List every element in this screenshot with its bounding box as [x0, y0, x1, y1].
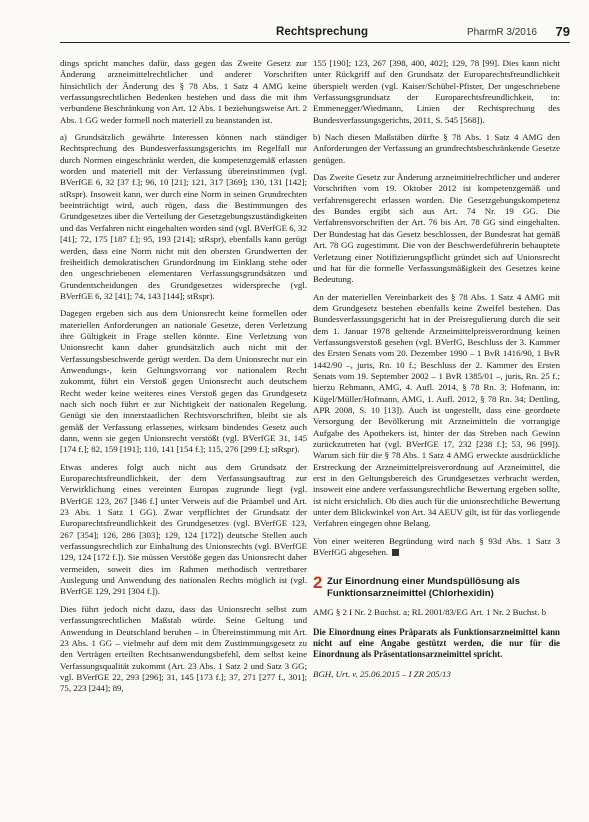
decision-heading	[313, 573, 560, 599]
right-column	[313, 58, 560, 686]
decision-title: Zur Einordnung einer Mundspüllösung als Funktionsarzneimittel (Chlorhexidin)	[327, 576, 520, 599]
paragraph: dings spricht manches dafür, dass gegen das Zweite Gesetz zur Änderung arzneimittelrechtlicher und anderer Vorschriften hinsichtlich der Änderung des § 78 Abs. 1 Satz 4 AMG keine verfassungsrechtlichen Bedenken bestehen und dass die mit ihm verbundene Beschränkung von Art. 12 Abs. 1 beziehungsweise Art. 2 Abs. 1 GG weder formell noch materiell zu beanstanden ist.	[60, 58, 307, 125]
end-of-article-mark	[392, 549, 399, 556]
headnote: Die Einordnung eines Präparats als Funktionsarzneimittel kann nicht auf eine Angabe gestützt werden, die nur für die Einordnung als Präsentationsarzneimittel spricht.	[313, 626, 560, 660]
paragraph: Das Zweite Gesetz zur Änderung arzneimittelrechtlicher und anderer Vorschriften vom 19. Oktober 2012 ist kompetenzgemäß und verfahrensgerecht erlassen worden. Die Gesetzgebungskompetenz des Bundes ergibt sich aus Art. 74 Nr. 19 GG. Die Verfahrensvorschriften der Art. 76 bis Art. 78 GG sind eingehalten. Der Bundestag hat das Gesetz beschlossen, der Bundesrat hat gemäß Art. 78 GG zugestimmt. Die von der Beschwerdeführerin behauptete Verletzung einer Notifizierungspflicht gründet sich auf Unionsrecht und hat für die formelle Verfassungsmäßigkeit des Gesetzes keine Bedeutung.	[313, 172, 560, 285]
left-column	[60, 58, 307, 701]
page-number: 79	[555, 24, 570, 39]
paragraph: An der materiellen Vereinbarkeit des § 78 Abs. 1 Satz 4 AMG mit dem Grundgesetz bestehen ebenfalls keine Zweifel bestehen. Das Bundesverfassungsgericht hat in der Preisregulierung durch die seit dem 1. Januar 1978 geltende Arzneimittelpreisverordnung keinen Verfassungsverstoß gesehen (vgl. BVerfG, Beschluss der 3. Kammer des Ersten Senats vom 20. Dezember 1990 – 1 BvR 1416/90, 1 BvR 1442/90 –, juris, Rn. 10 f.; Beschluss der 2. Kammer des Ersten Senats vom 19. September 2002 – 1 BvR 1385/01 –, juris, Rn. 25 f.; hierzu Rehmann, AMG, 4. Aufl. 2014, § 78 Rn. 3; Hofmann, in: Kügel/Müller/Hofmann, AMG, 1. Aufl. 2012, § 78 Rn. 34; Dettling, APR 2008, S. 10 [13]). Auch ist ungestellt, dass eine geordnete Versorgung der Bevölkerung mit Arzneimitteln die vorrangige Aufgabe des Apothekers ist, hinter der das Streben nach Gewinn zurückzutreten hat (vgl. BVerfGE 17, 232 [238 f.]; 53, 96 [99]). Warum sich für die § 78 Abs. 1 Satz 4 AMG erweckte ausdrückliche Erstreckung der Arzneimittelpreisverordnung auf Arzneimittel, die erst in den Geltungsbereich des Grundgesetzes verbracht werden, insoweit eine andere verfassungsrechtliche Bewertung ergeben sollte, ist nicht ersichtlich. Ob dies auch für die unionsrechtliche Bewertung unter dem Blickwinkel von Art. 34 AEUV gilt, ist für das vorliegende Verfahren eingegen ohne Belang.	[313, 291, 560, 529]
closing-text: Von einer weiteren Begründung wird nach § 93d Abs. 1 Satz 3 BVerfGG abgesehen.	[313, 535, 560, 558]
paragraph: b) Nach diesen Maßstäben dürfte § 78 Abs. 1 Satz 4 AMG den Anforderungen der Verfassung an grundrechtsbeschränkende Gesetze genügen.	[313, 132, 560, 165]
statute-reference: AMG § 2 I Nr. 2 Buchst. a; RL 2001/83/EG Art. 1 Nr. 2 Buchst. b	[313, 607, 547, 618]
paragraph: Etwas anderes folgt auch nicht aus dem Grundsatz der Europarechtsfreundlichkeit, der dem Verfassungsauftrag zur Verwirklichung eines vereinten Europas zugrunde liegt (vgl. BVerfGE 123, 267 [346 f.] unter Verweis auf die Präambel und Art. 23 Abs. 1 Satz 1 GG). Zwar verpflichtet der Grundsatz der Europarechtsfreundlichkeit des Grundgesetzes (vgl. BVerfGE 123, 267 [354]; 126, 286 [303]; 129, 124 [172]) deutsche Stellen auch verfassungsrechtlich zur Einhaltung des Unionsrechts (vgl. BVerfGE 129, 124 [172 f.]). Sie müssen Verstöße gegen das Unionsrecht daher vermeiden, soweit dies im Rahmen methodisch vertretbarer Auslegung und Anwendung des nationalen Rechts möglich ist (vgl. BVerfGE 129, 291 [304 f.]).	[60, 461, 307, 597]
decision-number: 2	[313, 573, 323, 593]
court-citation: BGH, Urt. v. 25.06.2015 – I ZR 205/13	[313, 668, 451, 679]
section-rubric: Rechtsprechung	[276, 26, 369, 38]
paragraph: 155 [190]; 123, 267 [398, 400, 402]; 129, 78 [99]. Dies kann nicht unter Rückgriff auf den Grundsatz der Europarechtsfreundlichkeit überspielt werden (vgl. Kaiser/Schübel-Pfister, Der ungeschriebene Verfassungsgrundsatz der Europarechtsfreundlichkeit, in: Emmenegger/Wiedmann, Linien der Rechtsprechung des Bundesverfassungsgerichts, 2011, S. 545 [568]).	[313, 58, 560, 125]
page-header	[60, 24, 570, 44]
journal-citation: PharmR 3/2016	[466, 27, 537, 38]
paragraph: Dies führt jedoch nicht dazu, dass das Unionsrecht selbst zum verfassungsrechtlichen Maßstab würde. Seine Geltung und Anwendung in Deutschland beruhen – in Übereinstimmung mit Art. 23 Abs. 1 GG – vielmehr auf dem mit dem Zustimmungsgesetz zu den Verträgen erteilten Rechtsanwendungsbefehl, dem selbst keine Verfassungsqualität zukommt (Art. 23 Abs. 1 Satz 2 und Satz 3 GG; vgl. BVerfGE 22, 293 [296]; 31, 145 [173 f.]; 37, 271 [277 f., 301]; 75, 223 [244]; 89,	[60, 603, 307, 694]
closing-paragraph	[313, 536, 560, 559]
paragraph: a) Grundsätzlich gewährte Interessen können nach ständiger Rechtsprechung des Bundesverfassungsgerichts im Regelfall nur durch Normen eingeschränkt werden, die kompetenzgemäß erlassen worden und materiell mit der Verfassung übereinstimmen (vgl. BVerfGE 6, 32 [37 f.]; 96, 10 [21]; 121, 317 [369]; 130, 131 [142]; stRspr). Insoweit kann, wer durch eine Norm in seinen Grundrechten beeinträchtigt wird, auch rügen, dass die Bestimmungen des Grundgesetzes über die Verteilung der Gesetzgebungszuständigkeiten und das Verfahren nicht eingehalten worden sind (vgl. BVerfGE 6, 32 [41]; 72, 175 [187 f.]; 95, 193 [214]; stRspr), ebenfalls kann gerügt werden, dass eine Norm nicht mit den obersten Grundwerten der freiheitlich demokratischen Grundordnung im Einklang stehe oder den ungeschriebenen elementaren Verfassungsgrundsätzen und Grundentscheidungen des Grundgesetzes widerspreche (vgl. BVerfGE 6, 32 [41]; 74, 143 [144]; stRspr).	[60, 132, 307, 301]
header-rule	[60, 42, 570, 43]
paragraph: Dagegen ergeben sich aus dem Unionsrecht keine formellen oder materiellen Anforderungen an nationale Gesetze, deren Verletzung ihre Gültigkeit in Frage stellen könnte. Eine Verletzung von Unionsrecht kann daher grundsätzlich auch nicht mit der Verfassungsbeschwerde gerügt werden. Da dem Unionsrecht nur ein Anwendungs-, kein Geltungsvorrang vor nationalem Recht zukommt, führt ein Verstoß gegen Unionsrecht auch deutschem Recht weder keine weiteres eines Verstoß gegen das Grundgesetz nach sich noch führt er zur Nichtigkeit der nationalen Regelung. Genügt sie den innerstaatlichen Rechtsvorschriften, bleibt sie als gemäß der Verfassung erlassenes, wirksam bindendes Gesetz auch dann, wenn sie gegen Unionsrecht verstößt (vgl. BVerfGE 31, 145 [174 f.]; 82, 159 [191]; 110, 141 [154 f.]; 115, 276 [299 f.]; stRspr).	[60, 308, 307, 455]
